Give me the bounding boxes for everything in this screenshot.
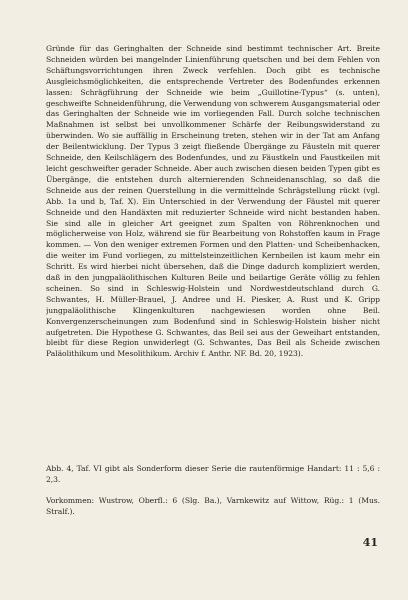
page-number: 41 [362,536,378,549]
figure-note-paragraph: Abb. 4, Taf. VI gibt als Sonderform dieser Serie die rautenförmige Handart: 11 : 5,6 : 2,3. [46,464,380,484]
occurrence-paragraph: Vorkommen: Wustrow, Oberfl.: 6 (Slg. Ba.), Varnkewitz auf Wittow, Rüg.: 1 (Mus. Stralf.). [46,495,380,516]
body-paragraph: Gründe für das Geringhalten der Schneide sind bestimmt technischer Art. Breite Schneiden würden bei mangelnder Linienführung quetschen und bei dem Fehlen von Schäftungsvorrichtungen ihren Zweck verfehlen. Doch gibt es technische Ausgleichsmöglichkeiten, die entsprechende Vertreter des Bodenfundes erkennen lassen: Schrägführung der Schneide wie beim „Guillotine-Typus“ (s. unten), geschweifte Schneidenführung, die Verwendung von schwerem Ausgangsmaterial oder das Geringhalten der Schneide wie im vorliegenden Fall. Durch solche technischen Maßnahmen ist selbst bei unvollkommener Schärfe der Reibungswiderstand zu überwinden. Wo sie auffällig in Erscheinung treten, stehen wir in der Tat am Anfang der Beilentwicklung. Der Typus 3 zeigt fließende Übergänge zu Fäusteln mit querer Schneide, den Keilschlägern des Bodenfundes, und zu Fäustkeln und Faustkeilen mit leicht geschweifter gerader Schneide. Aber auch zwischen diesen beiden Typen gibt es Übergänge, die entstehen durch alternierenden Schneidenanschlag, so daß die Schneide aus der reinen Querstellung in die vermittelnde Schrägstellung rückt (vgl. Abb. 1a und b, Taf. X). Ein Unterschied in der Verwendung der Fäustel mit querer Schneide und den Handäxten mit reduzierter Schneide wird nicht bestanden haben. Sie sind alle in gleicher Art geeignet zum Spalten von Röhrenknochen und möglicherweise von Holz, während sie für Bearbeitung von Rohstoffen kaum in Frage kommen. — Von den weniger extremen Formen und den Platten- und Scheibenhacken, die weiter im Fund vorliegen, zu mittelsteinzeitlichen Kernbeilen ist kaum mehr ein Schritt. Es wird hierbei nicht übersehen, daß die Dinge dadurch kompliziert werden, daß in den jungpaläolithischen Kulturen Beile und beilartige Geräte völlig zu fehlen scheinen. So sind in Schleswig-Holstein und Nordwestdeutschland durch G. Schwantes, H. Müller-Brauel, J. Andree und H. Piesker, A. Rust und K. Gripp jungpaläolithische Klingenkulturen nachgewiesen worden ohne Beil. Konvergenzerscheinungen zum Bodenfund sind in Schleswig-Holstein bisher nicht aufgetreten. Die Hypothese G. Schwantes, das Beil sei aus der Geweihart entstanden, bleibt für diese Region unwiderlegt (G. Schwantes, Das Beil als Scheide zwischen Paläolithikum und Mesolithikum. Archiv f. Anthr. NF. Bd. 20, 1923). [46,44,380,359]
